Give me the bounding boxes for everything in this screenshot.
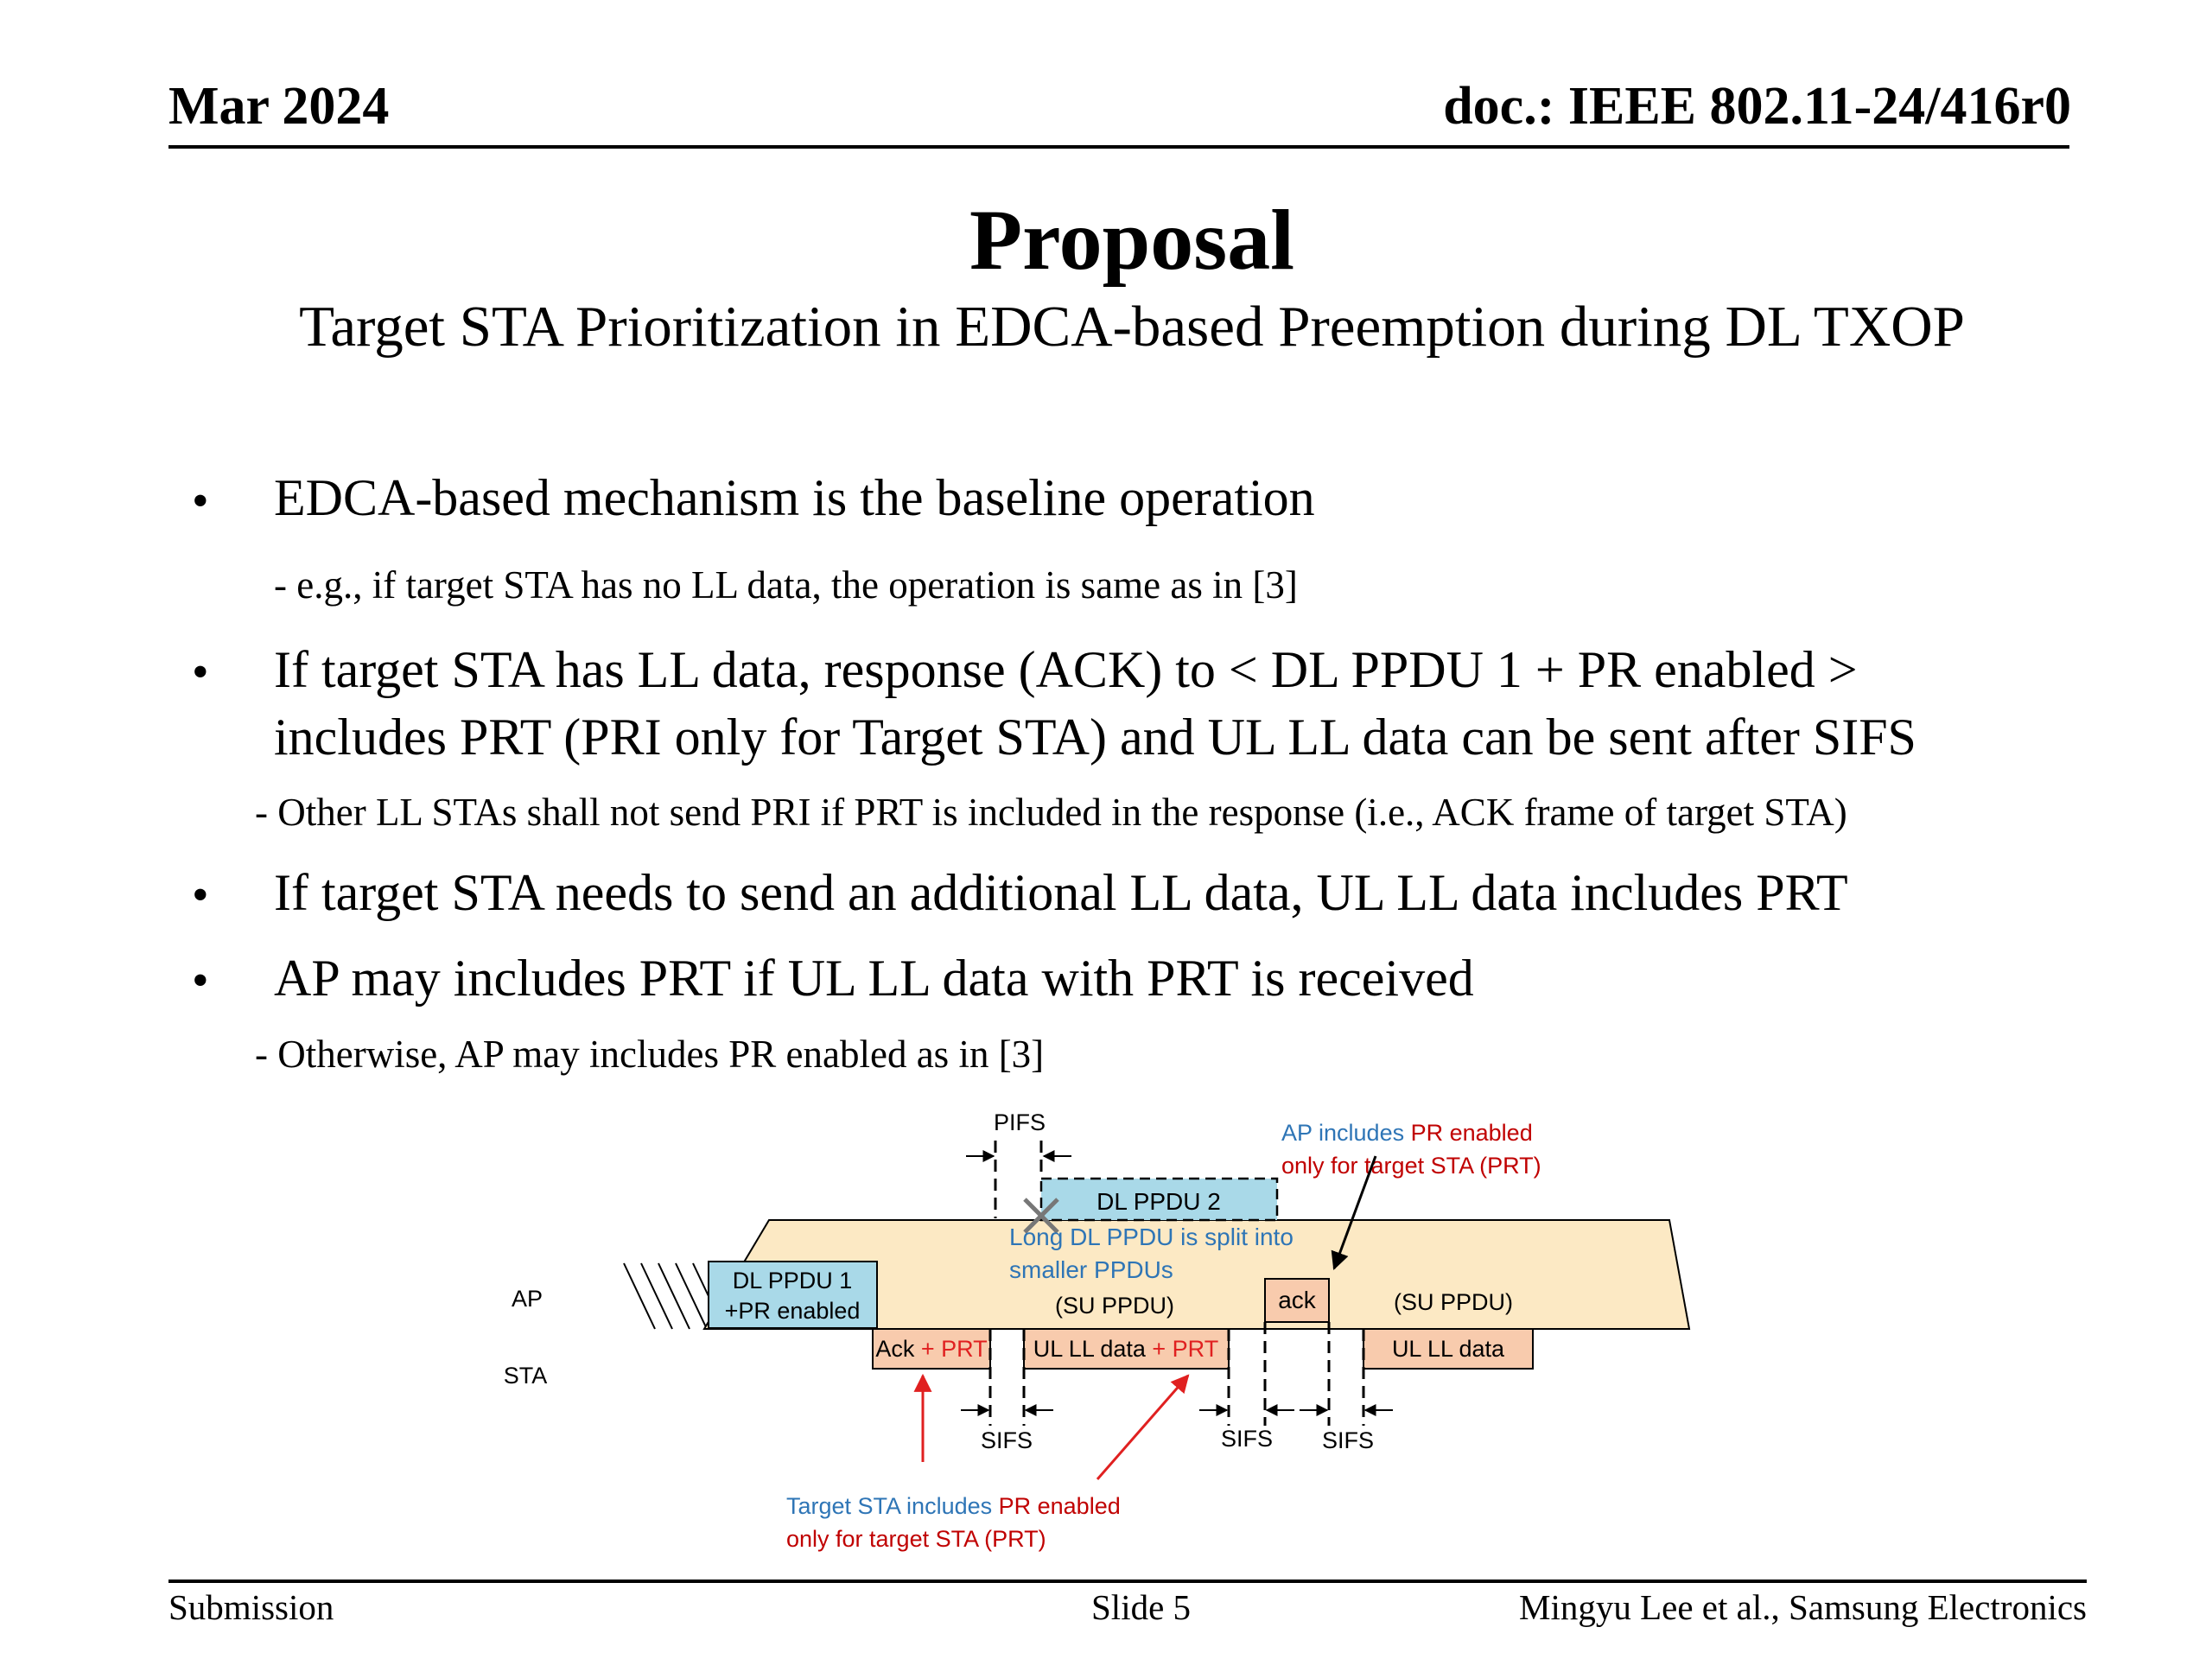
- bullet-1: EDCA-based mechanism is the baseline operation: [274, 469, 1315, 526]
- bullet-2-line-2: includes PRT (PRI only for Target STA) and UL LL data can be sent after SIFS: [274, 709, 1916, 766]
- su-ppdu-label-2: (SU PPDU): [1393, 1289, 1514, 1315]
- sifs-label-2: SIFS: [1220, 1426, 1274, 1452]
- slide-title: Proposal: [969, 192, 1294, 288]
- bullet-4: AP may includes PRT if UL LL data with PRT is received: [274, 950, 1474, 1007]
- bullet-marker: •: [192, 474, 209, 528]
- sifs-label-3: SIFS: [1321, 1427, 1375, 1453]
- sta-row-label: STA: [503, 1363, 548, 1389]
- footer-submission: Submission: [168, 1587, 334, 1627]
- sta-note-arrow-2: [1097, 1376, 1188, 1479]
- ack-label: ack: [1278, 1287, 1316, 1313]
- bullet-4-sub: - Otherwise, AP may includes PR enabled as in [3]: [255, 1033, 1045, 1076]
- sta-note-line-2: only for target STA (PRT): [786, 1526, 1046, 1552]
- ul-ll-prt-label: UL LL data + PRT: [1033, 1336, 1219, 1362]
- sifs-label-1: SIFS: [980, 1427, 1033, 1453]
- bullet-2-line-1: If target STA has LL data, response (ACK) to < DL PPDU 1 + PR enabled >: [274, 641, 1858, 698]
- header-date: Mar 2024: [168, 77, 390, 136]
- bullet-3: If target STA needs to send an additional LL data, UL LL data includes PRT: [274, 864, 1848, 921]
- ap-row-label: AP: [511, 1286, 543, 1312]
- sta-note-line-1: Target STA includes PR enabled: [786, 1493, 1121, 1519]
- slide-subtitle: Target STA Prioritization in EDCA-based Preemption during DL TXOP: [299, 295, 1965, 359]
- split-note-line-2: smaller PPDUs: [1009, 1256, 1173, 1283]
- ap-note-line-1: AP includes PR enabled: [1281, 1120, 1533, 1146]
- ul-ll-label: UL LL data: [1391, 1336, 1505, 1362]
- footer-slide-number: Slide 5: [1091, 1587, 1192, 1627]
- footer-rule: [168, 1580, 2087, 1583]
- dl-ppdu-1-label-1: DL PPDU 1: [732, 1268, 853, 1294]
- header-doc-id: doc.: IEEE 802.11-24/416r0: [1443, 77, 2071, 136]
- bullet-2-sub: - Other LL STAs shall not send PRI if PRT is included in the response (i.e., ACK frame of target STA): [255, 791, 1847, 834]
- ack-prt-label: Ack + PRT: [875, 1336, 988, 1362]
- dl-ppdu-2-label: DL PPDU 2: [1096, 1188, 1221, 1215]
- split-note-line-1: Long DL PPDU is split into: [1009, 1224, 1294, 1250]
- bullet-marker: •: [192, 645, 209, 699]
- su-ppdu-label-1: (SU PPDU): [1054, 1293, 1175, 1319]
- bullet-marker: •: [192, 954, 209, 1007]
- dl-ppdu-1-label-2: +PR enabled: [724, 1298, 861, 1324]
- bullet-marker: •: [192, 868, 209, 922]
- pifs-label: PIFS: [993, 1109, 1046, 1135]
- bullet-1-sub: - e.g., if target STA has no LL data, the operation is same as in [3]: [274, 563, 1298, 607]
- footer-author: Mingyu Lee et al., Samsung Electronics: [1519, 1587, 2087, 1627]
- ap-note-line-2: only for target STA (PRT): [1281, 1153, 1541, 1179]
